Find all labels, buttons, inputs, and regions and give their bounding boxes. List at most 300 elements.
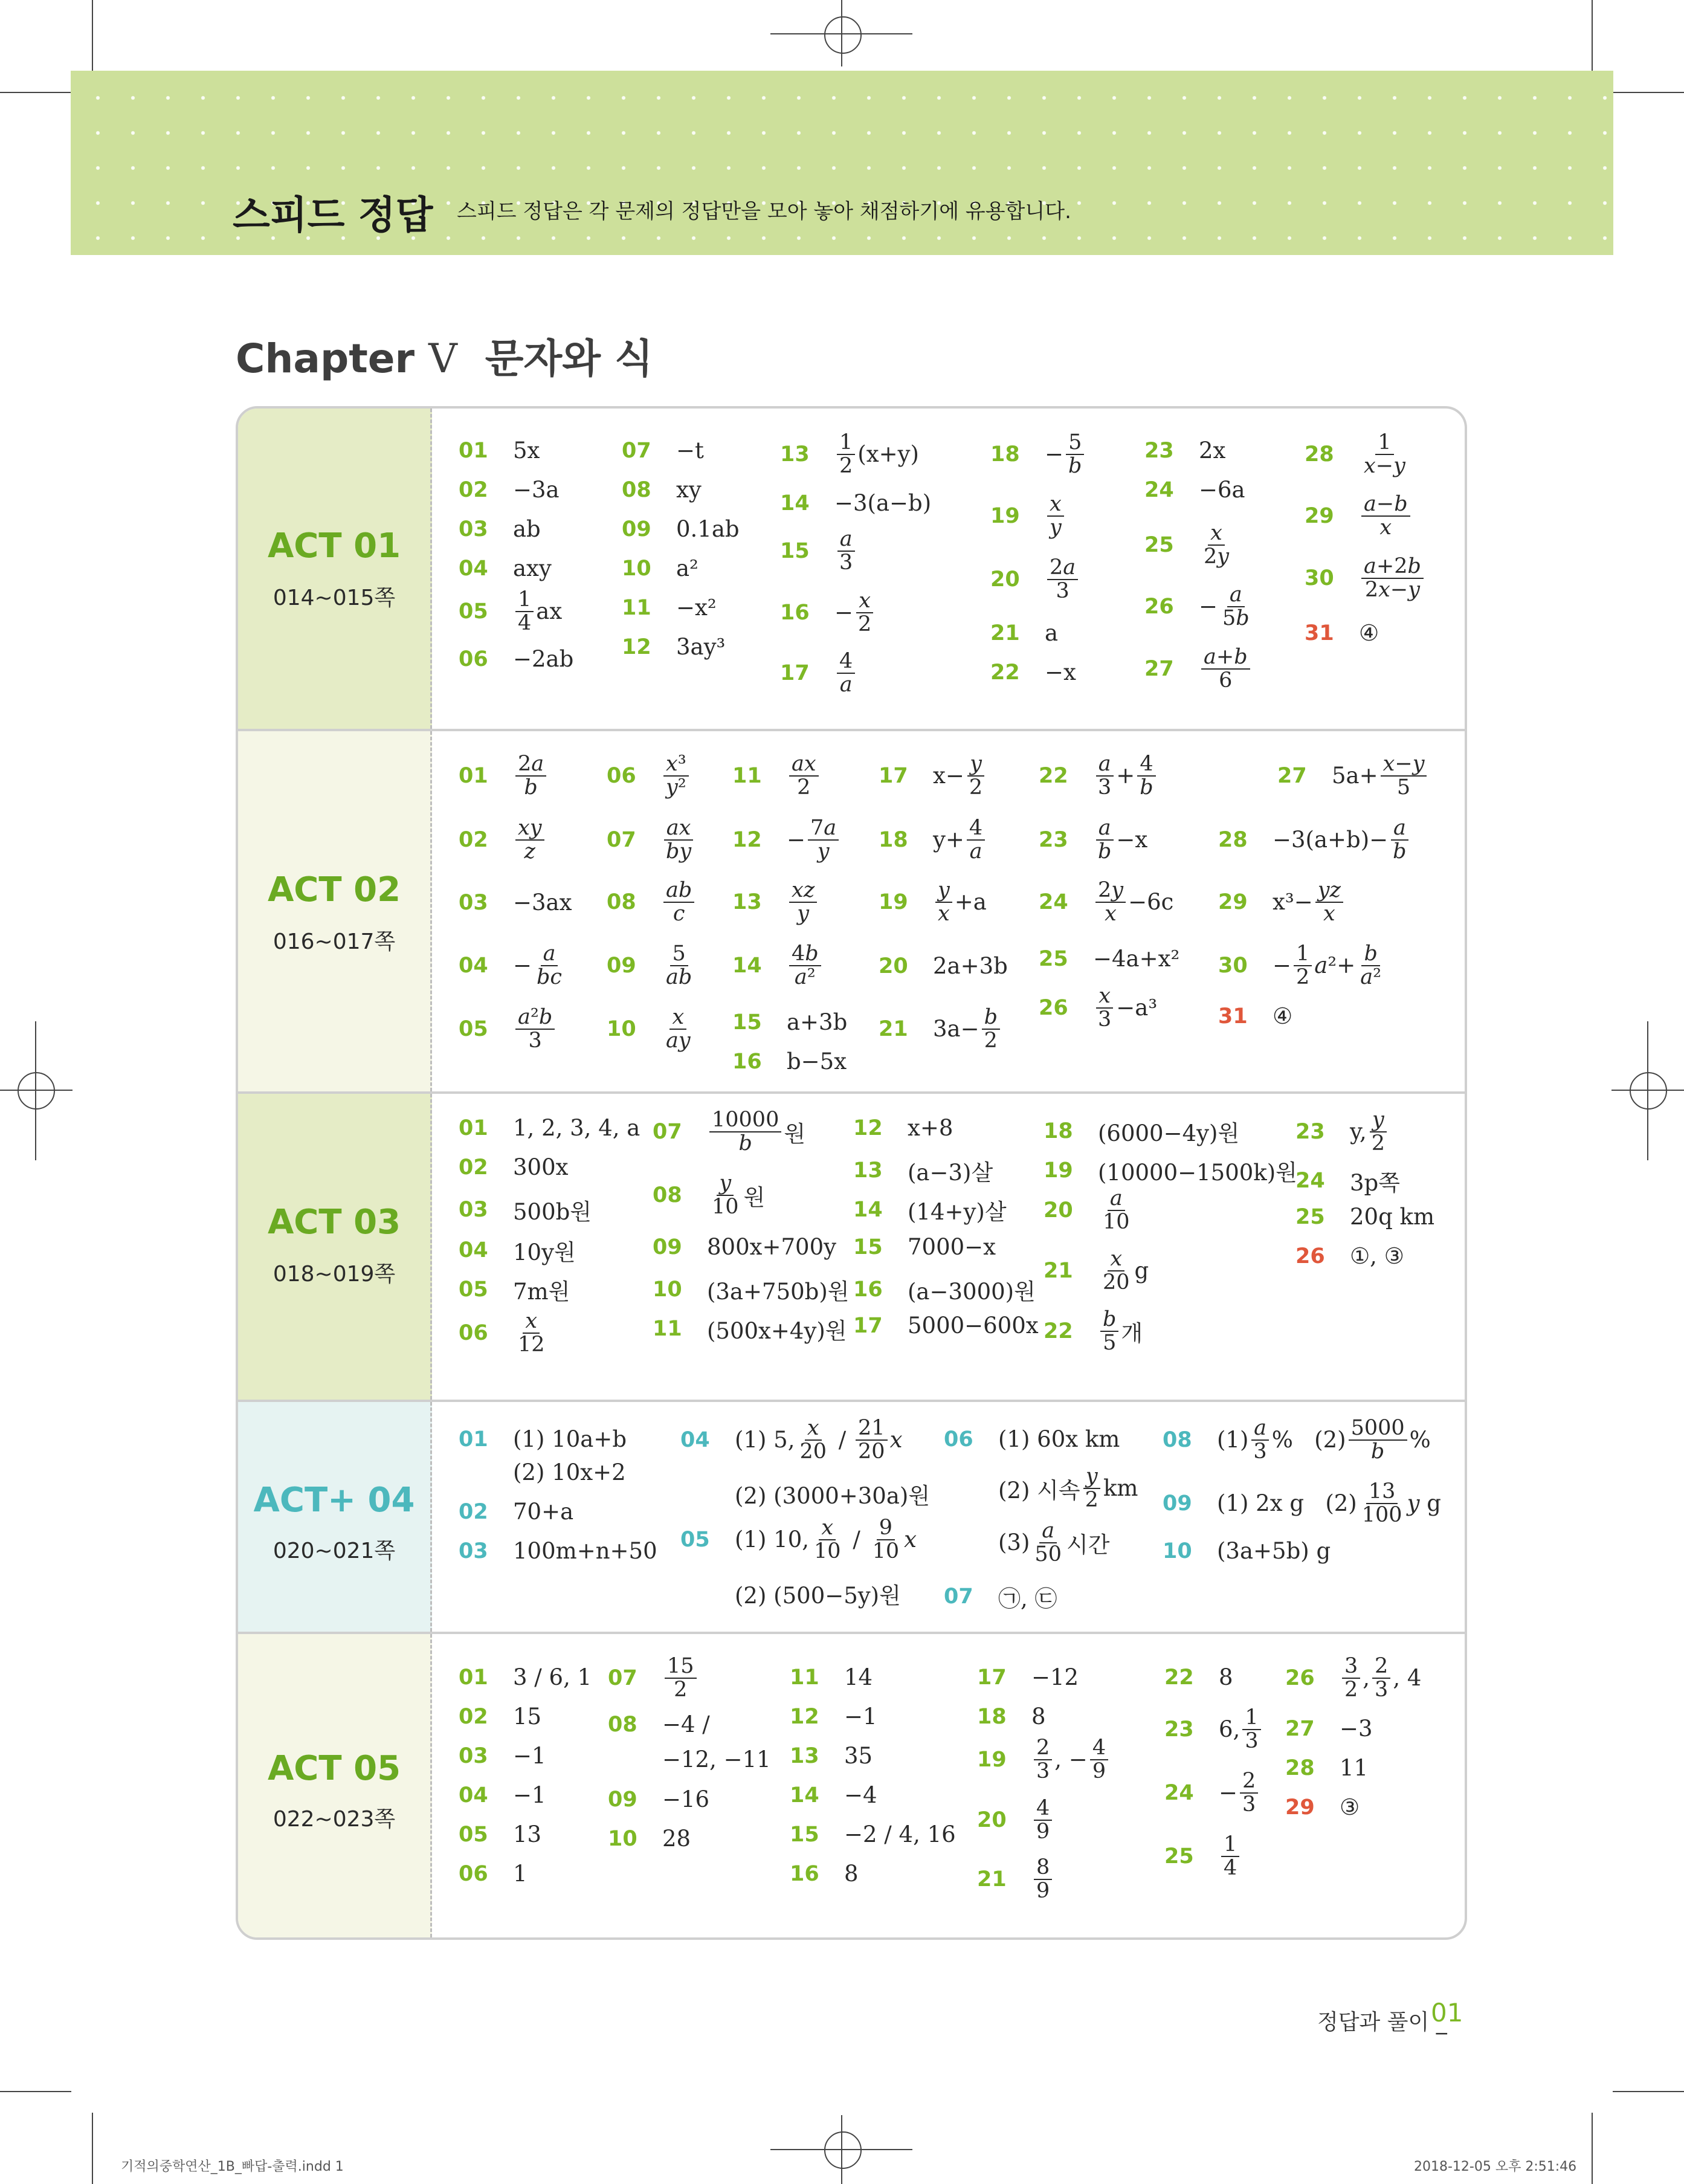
answer-text: 70+a bbox=[513, 1499, 574, 1525]
answer-item bbox=[780, 490, 931, 516]
question-number: 08 bbox=[622, 477, 651, 502]
answer-item bbox=[1285, 1755, 1368, 1781]
act-row bbox=[238, 1402, 1465, 1634]
question-number: 07 bbox=[944, 1585, 973, 1609]
question-number: 08 bbox=[653, 1183, 682, 1207]
act-row bbox=[238, 1094, 1465, 1402]
answer-text: (1) 10, bbox=[735, 1527, 810, 1553]
answer-text: −a³ bbox=[1116, 995, 1158, 1021]
answer-text: −1 bbox=[513, 1782, 546, 1808]
answer-text: −4 / bbox=[662, 1711, 710, 1737]
answer-item bbox=[853, 1115, 953, 1141]
answer-text: ①, ③ bbox=[1350, 1243, 1404, 1269]
question-number: 26 bbox=[1295, 1244, 1325, 1268]
answer-text: (14+y)살 bbox=[908, 1199, 1007, 1225]
answer-text: 1, 2, 3, 4, a bbox=[513, 1115, 640, 1141]
answer-item bbox=[459, 1821, 541, 1847]
answer-item bbox=[622, 595, 717, 621]
answer-item: 06 $\frac{x}{12}$ bbox=[459, 1309, 545, 1357]
question-number: 06 bbox=[459, 647, 488, 671]
answer-text: −4a+x² bbox=[1093, 946, 1180, 972]
answer-text: 8 bbox=[844, 1861, 859, 1887]
answer-text: − bbox=[1219, 1780, 1238, 1806]
answer-item: 24 − $\frac{2}{3}$ bbox=[1164, 1770, 1260, 1816]
answer-item: 20 $\frac{a}{10}$ bbox=[1044, 1186, 1130, 1234]
answer-item bbox=[459, 1861, 527, 1887]
question-number: 15 bbox=[790, 1822, 819, 1847]
answer-item: 29 x³− $\frac{yz}{x}$ bbox=[1218, 879, 1346, 925]
registration-mark-icon bbox=[824, 2131, 862, 2169]
answer-item: 30 $\frac{a+2b}{2x-y}$ bbox=[1305, 555, 1426, 601]
question-number: 05 bbox=[459, 1278, 488, 1302]
question-number: 17 bbox=[977, 1665, 1007, 1690]
page-number: 01 bbox=[1431, 1998, 1463, 2027]
answer-item bbox=[459, 1664, 592, 1690]
answer-item bbox=[1039, 946, 1179, 972]
answer-text: −16 bbox=[662, 1786, 710, 1812]
print-slug-file: 기적의중학연산_1B_빠답-출력.indd 1 bbox=[121, 2159, 344, 2174]
answer-item bbox=[1285, 1794, 1360, 1820]
answer-item bbox=[459, 1426, 627, 1452]
question-number: 23 bbox=[1144, 438, 1174, 463]
answer-text: ab bbox=[513, 516, 541, 542]
chapter-roman: V bbox=[428, 335, 457, 382]
answer-text: x+8 bbox=[908, 1115, 953, 1141]
question-number: 19 bbox=[1044, 1158, 1073, 1183]
answer-text: −x² bbox=[676, 595, 717, 621]
question-number: 09 bbox=[653, 1235, 682, 1259]
question-number: 25 bbox=[1295, 1204, 1325, 1229]
act-pages: 016~017쪽 bbox=[273, 929, 396, 954]
answer-item bbox=[732, 1048, 847, 1074]
answer-text: (2) bbox=[1314, 1427, 1346, 1453]
answer-text: −3a bbox=[513, 477, 560, 503]
answer-item bbox=[790, 1782, 877, 1808]
answer-text: (10000−1500k)원 bbox=[1098, 1160, 1297, 1186]
question-number: 24 bbox=[1164, 1780, 1194, 1805]
answer-item: 11 $\frac{ax}{2}$ bbox=[732, 753, 821, 799]
question-number: 01 bbox=[459, 763, 488, 788]
question-number: 24 bbox=[1295, 1169, 1325, 1193]
answer-text: xy bbox=[676, 477, 702, 503]
question-number: 05 bbox=[459, 1822, 488, 1847]
act-label-cell bbox=[238, 731, 432, 1091]
question-number: 15 bbox=[732, 1010, 762, 1035]
answer-item bbox=[459, 1115, 640, 1141]
answer-item bbox=[879, 953, 1008, 979]
answer-item: 17 $\frac{4}{a}$ bbox=[780, 650, 857, 696]
question-number: 20 bbox=[977, 1808, 1007, 1832]
answer-item: 05 $\frac{1}{4}$ ax bbox=[459, 587, 563, 635]
answer-text: 8 bbox=[1031, 1704, 1046, 1730]
answer-text: (6000−4y)원 bbox=[1098, 1120, 1240, 1146]
answer-item bbox=[1295, 1204, 1434, 1230]
answer-text: y, bbox=[1350, 1119, 1367, 1145]
answer-text: − bbox=[513, 952, 532, 979]
answer-text: (x+y) bbox=[857, 441, 919, 468]
question-number: 08 bbox=[608, 1712, 637, 1737]
question-number: 19 bbox=[990, 503, 1020, 528]
answer-item bbox=[944, 1580, 1057, 1613]
answer-text: 5x bbox=[513, 438, 540, 464]
question-number: 03 bbox=[459, 517, 488, 541]
question-number: 14 bbox=[732, 953, 762, 978]
answer-item: 19 $\frac{y}{x}$ +a bbox=[879, 878, 987, 926]
answer-text: − bbox=[1045, 441, 1064, 468]
answer-item: 13 $\frac{1}{2}$ (x+y) bbox=[780, 430, 919, 478]
answer-text: a bbox=[1045, 620, 1059, 646]
answer-item bbox=[622, 555, 698, 581]
footer-label: 정답과 풀이 _ bbox=[1317, 2010, 1447, 2035]
answer-item: 05 $\frac{\text{a²b}}{3}$ bbox=[459, 1006, 557, 1052]
answer-text: 800x+700y bbox=[707, 1234, 837, 1260]
answer-text: 6, bbox=[1219, 1716, 1240, 1743]
answer-item bbox=[662, 1746, 771, 1772]
answer-text: y+ bbox=[933, 827, 964, 853]
answer-text: − bbox=[1199, 593, 1218, 620]
answer-text: ax bbox=[536, 598, 563, 625]
answer-item: 26 − $\frac{a}{5b}$ bbox=[1144, 583, 1250, 630]
act-label-cell bbox=[238, 409, 432, 729]
answer-item: 10 $\frac{x}{ay}$ bbox=[607, 1005, 691, 1053]
act-pages: 020~021쪽 bbox=[273, 1539, 396, 1563]
answer-text: (1) 5, bbox=[735, 1427, 795, 1453]
question-number: 02 bbox=[459, 1155, 488, 1180]
answer-text: 28 bbox=[662, 1826, 691, 1852]
question-number: 04 bbox=[459, 556, 488, 581]
act-name: ACT 03 bbox=[267, 1203, 401, 1242]
answer-item: 04 − $\frac{a}{bc}$ bbox=[459, 942, 563, 989]
answer-item bbox=[622, 477, 702, 503]
question-number: 11 bbox=[622, 595, 651, 620]
question-number: 13 bbox=[732, 890, 762, 914]
answer-text: 2x bbox=[1199, 438, 1226, 464]
crop-mark bbox=[92, 2113, 93, 2184]
answer-item bbox=[1285, 1716, 1373, 1742]
answer-text: −12, −11 bbox=[662, 1746, 771, 1772]
answer-item: 16 − $\frac{x}{2}$ bbox=[780, 590, 876, 636]
question-number: 02 bbox=[459, 827, 488, 852]
answer-text: g bbox=[1134, 1258, 1149, 1284]
registration-mark-icon bbox=[824, 16, 862, 54]
question-number: 14 bbox=[853, 1198, 883, 1222]
question-number: 01 bbox=[459, 1665, 488, 1690]
crop-mark bbox=[1592, 0, 1593, 71]
answer-text: −1 bbox=[844, 1704, 877, 1730]
answer-item bbox=[459, 555, 552, 581]
answer-item bbox=[853, 1234, 996, 1260]
answer-item bbox=[1163, 1538, 1331, 1564]
question-number: 08 bbox=[1163, 1427, 1192, 1452]
answer-item bbox=[459, 1194, 592, 1226]
question-number: 12 bbox=[790, 1704, 819, 1729]
answer-text: 100m+n+50 bbox=[513, 1538, 657, 1564]
question-number: 22 bbox=[1164, 1665, 1194, 1690]
question-number: 05 bbox=[680, 1527, 710, 1552]
question-number: 21 bbox=[879, 1016, 908, 1041]
question-number: 01 bbox=[459, 1116, 488, 1140]
question-number: 02 bbox=[459, 1704, 488, 1729]
answer-text: 3a− bbox=[933, 1016, 979, 1042]
act-label-cell bbox=[238, 1402, 432, 1632]
answer-item bbox=[1164, 1664, 1233, 1690]
question-number: 30 bbox=[1305, 566, 1334, 590]
answer-text: (a−3000)원 bbox=[908, 1279, 1036, 1305]
answer-text: (1) 60x km bbox=[998, 1426, 1120, 1452]
answer-item bbox=[459, 1704, 541, 1730]
act-row bbox=[238, 409, 1465, 731]
answer-text: 원 bbox=[784, 1120, 806, 1147]
question-number: 03 bbox=[459, 1539, 488, 1563]
question-number: 03 bbox=[459, 1198, 488, 1222]
question-number: 02 bbox=[459, 1499, 488, 1524]
answer-item: 22 $\frac{a}{3}$ + $\frac{4}{b}$ bbox=[1039, 753, 1158, 799]
question-number: 20 bbox=[1044, 1198, 1073, 1223]
question-number: 18 bbox=[1044, 1119, 1073, 1143]
answer-text: −1 bbox=[513, 1743, 546, 1769]
question-number: 20 bbox=[990, 567, 1020, 592]
answer-item: (2) 시속 $\frac{y}{2}$ km bbox=[998, 1464, 1138, 1512]
answer-item: 23 y, $\frac{y}{2}$ bbox=[1295, 1109, 1390, 1155]
question-number: 13 bbox=[790, 1743, 819, 1768]
answer-item: 09 (1) 2x g (2) $\frac{13}{100}$ y g bbox=[1163, 1479, 1441, 1527]
question-number: 04 bbox=[459, 1783, 488, 1808]
answer-text: −x bbox=[1045, 659, 1076, 685]
question-number: 26 bbox=[1039, 995, 1068, 1020]
answer-text: +a bbox=[954, 889, 987, 916]
question-number: 24 bbox=[1144, 477, 1174, 502]
answer-text: (1) 2x g bbox=[1217, 1490, 1305, 1517]
answer-item: 17 x− $\frac{y}{2}$ bbox=[879, 753, 987, 799]
question-number: 25 bbox=[1164, 1844, 1194, 1869]
answer-item bbox=[1295, 1243, 1404, 1269]
banner-subtitle: 스피드 정답은 각 문제의 정답만을 모아 놓아 채점하기에 유용합니다. bbox=[457, 199, 1071, 224]
question-number: 27 bbox=[1277, 763, 1307, 788]
answer-text: ③ bbox=[1340, 1794, 1360, 1820]
question-number: 22 bbox=[990, 660, 1020, 685]
answer-text: (2) (500−5y)원 bbox=[735, 1583, 901, 1609]
question-number: 28 bbox=[1285, 1756, 1315, 1780]
answer-text: (2) 10x+2 bbox=[513, 1459, 626, 1485]
question-number: 06 bbox=[607, 763, 636, 788]
question-number: 10 bbox=[653, 1278, 682, 1302]
question-number: 10 bbox=[1163, 1539, 1192, 1563]
answer-text: + bbox=[1116, 763, 1135, 789]
question-number: 15 bbox=[780, 538, 810, 563]
answer-item bbox=[790, 1821, 956, 1847]
answer-item bbox=[653, 1234, 836, 1260]
crop-mark bbox=[0, 92, 71, 93]
answer-item bbox=[608, 1786, 709, 1812]
act-name: ACT+ 04 bbox=[253, 1481, 415, 1520]
answer-item bbox=[1295, 1165, 1400, 1197]
question-number: 19 bbox=[879, 890, 908, 914]
answer-item: 07 $\frac{10000}{b}$ 원 bbox=[653, 1108, 806, 1155]
answer-text: (2) 시속 bbox=[998, 1477, 1080, 1504]
question-number: 07 bbox=[607, 827, 636, 852]
question-number: 14 bbox=[790, 1783, 819, 1808]
answer-text: 원 bbox=[743, 1184, 766, 1210]
answer-text: 13 bbox=[513, 1821, 542, 1847]
answer-text: (3) bbox=[998, 1530, 1030, 1556]
chapter-heading bbox=[236, 326, 653, 384]
answer-item bbox=[732, 1009, 847, 1035]
answer-item: 09 $\frac{5}{ab}$ bbox=[607, 942, 692, 989]
answer-text: −3 bbox=[1340, 1716, 1373, 1742]
act-name: ACT 02 bbox=[267, 870, 401, 909]
answer-text: 7m원 bbox=[513, 1279, 570, 1305]
question-number: 18 bbox=[879, 827, 908, 852]
answer-text: − bbox=[1273, 952, 1292, 979]
answer-item: 08 $\frac{y}{10}$ 원 bbox=[653, 1171, 766, 1219]
answer-item: 19 $\frac{x}{y}$ bbox=[990, 493, 1066, 539]
answer-item bbox=[459, 1538, 657, 1564]
answer-text: 10y원 bbox=[513, 1239, 576, 1265]
question-number: 09 bbox=[622, 517, 651, 541]
answer-item: (3) $\frac{a}{50}$ 시간 bbox=[998, 1519, 1110, 1566]
question-number: 28 bbox=[1305, 442, 1334, 467]
crop-mark bbox=[1613, 2091, 1684, 2092]
answer-item: 27 5a+ $\frac{x-y}{5}$ bbox=[1277, 753, 1429, 799]
question-number: 04 bbox=[680, 1427, 710, 1452]
answer-item bbox=[735, 1478, 930, 1510]
question-number: 27 bbox=[1285, 1716, 1315, 1741]
question-number: 30 bbox=[1218, 953, 1248, 978]
question-number: 16 bbox=[732, 1049, 762, 1074]
question-number: 06 bbox=[459, 1861, 488, 1886]
answer-text: 11 bbox=[1340, 1755, 1369, 1781]
answer-text: 3 / 6, 1 bbox=[513, 1664, 592, 1690]
question-number: 26 bbox=[1144, 594, 1174, 619]
answer-item: 26 $\frac{3}{2}$ , $\frac{2}{3}$ , 4 bbox=[1285, 1654, 1422, 1702]
answer-item bbox=[853, 1313, 1039, 1339]
answer-item bbox=[790, 1743, 873, 1769]
answer-item bbox=[1305, 620, 1379, 646]
answer-item bbox=[977, 1664, 1079, 1690]
question-number: 24 bbox=[1039, 890, 1068, 914]
answer-text: 2a+3b bbox=[933, 953, 1008, 979]
question-number: 09 bbox=[608, 1787, 637, 1812]
crop-mark bbox=[1613, 92, 1684, 93]
question-number: 19 bbox=[977, 1747, 1007, 1772]
question-number: 07 bbox=[622, 438, 651, 463]
act-name: ACT 05 bbox=[267, 1749, 401, 1788]
answer-text: (2) bbox=[1325, 1490, 1357, 1517]
answer-item bbox=[944, 1426, 1120, 1452]
answer-item bbox=[990, 620, 1058, 646]
answer-text: −4 bbox=[844, 1782, 877, 1808]
act-pages: 022~023쪽 bbox=[273, 1807, 396, 1832]
answer-item: 23 $\frac{a}{b}$ −x bbox=[1039, 816, 1148, 864]
act-pages: 018~019쪽 bbox=[273, 1262, 396, 1287]
question-number: 09 bbox=[607, 953, 636, 978]
answer-item: 21 3a− $\frac{b}{2}$ bbox=[879, 1006, 1002, 1052]
answer-text: −6c bbox=[1128, 889, 1174, 916]
answer-text: 개 bbox=[1121, 1320, 1143, 1346]
answer-item bbox=[1144, 438, 1225, 464]
registration-mark-icon bbox=[1630, 1072, 1667, 1110]
question-number: 17 bbox=[780, 661, 810, 685]
print-slug-date: 2018-12-05 오후 2:51:46 bbox=[1414, 2159, 1577, 2174]
question-number: 15 bbox=[853, 1235, 883, 1259]
answer-item: 07 $\frac{15}{2}$ bbox=[608, 1655, 699, 1701]
answer-text: −t bbox=[676, 438, 704, 464]
question-number: 17 bbox=[879, 763, 908, 788]
answer-text: ④ bbox=[1359, 620, 1379, 646]
answer-item bbox=[853, 1194, 1007, 1226]
answer-text: (500x+4y)원 bbox=[707, 1318, 847, 1344]
answer-text: −3(a+b)− bbox=[1273, 827, 1389, 853]
answer-item bbox=[459, 477, 560, 503]
answer-item: 08 (1) $\frac{a}{3}$ % (2) $\frac{5000}{b}$ % bbox=[1163, 1416, 1431, 1464]
answer-item bbox=[622, 438, 704, 464]
answer-text: ④ bbox=[1273, 1003, 1293, 1029]
answer-item: 25 $\frac{x}{2y}$ bbox=[1144, 521, 1230, 569]
answer-item bbox=[459, 1782, 546, 1808]
answer-item: 18 − $\frac{5}{b}$ bbox=[990, 431, 1086, 477]
answer-table bbox=[236, 406, 1467, 1940]
answer-text: 5a+ bbox=[1332, 763, 1378, 789]
answer-item: 26 $\frac{x}{3}$ −a³ bbox=[1039, 984, 1158, 1032]
answer-item: 21 $\frac{8}{9}$ bbox=[977, 1856, 1054, 1902]
question-number: 16 bbox=[853, 1278, 883, 1302]
question-number: 13 bbox=[780, 442, 810, 467]
crop-mark bbox=[0, 2091, 71, 2092]
question-number: 10 bbox=[607, 1016, 636, 1041]
answer-item: 18 y+ $\frac{4}{a}$ bbox=[879, 817, 987, 863]
answer-text: 15 bbox=[513, 1704, 542, 1730]
answer-item: 06 $\frac{\text{x³}}{\text{y²}}$ bbox=[607, 753, 691, 799]
question-number: 02 bbox=[459, 477, 488, 502]
question-number: 18 bbox=[990, 442, 1020, 467]
answer-item bbox=[1144, 477, 1245, 503]
question-number: 11 bbox=[790, 1665, 819, 1690]
question-number: 06 bbox=[459, 1320, 488, 1345]
answer-item bbox=[1044, 1154, 1297, 1187]
act-label-cell bbox=[238, 1094, 432, 1400]
answer-item: 24 $\frac{2y}{x}$ −6c bbox=[1039, 878, 1174, 926]
question-number: 29 bbox=[1218, 890, 1248, 914]
answer-item bbox=[653, 1273, 850, 1306]
question-number: 08 bbox=[607, 890, 636, 914]
question-number: 04 bbox=[459, 1238, 488, 1262]
question-number: 04 bbox=[459, 953, 488, 978]
act-row bbox=[238, 1634, 1465, 1937]
answer-item bbox=[459, 438, 540, 464]
answer-text: 3ay³ bbox=[676, 634, 726, 660]
question-number: 11 bbox=[732, 763, 762, 788]
answer-text: (a−3)살 bbox=[908, 1160, 993, 1186]
answer-item bbox=[459, 890, 572, 916]
question-number: 26 bbox=[1285, 1665, 1315, 1690]
question-number: 13 bbox=[853, 1158, 883, 1183]
answer-item bbox=[459, 1743, 546, 1769]
answer-item bbox=[459, 646, 573, 672]
answer-item bbox=[622, 516, 740, 542]
answer-item: 13 $\frac{xz}{y}$ bbox=[732, 879, 819, 925]
answer-item bbox=[459, 516, 541, 542]
answer-text: 500b원 bbox=[513, 1199, 592, 1225]
answer-item: 30 − $\frac{1}{2}$ a²+ $\frac{b}{\text{a²}}$ bbox=[1218, 942, 1382, 989]
answer-item bbox=[608, 1711, 710, 1737]
question-number: 20 bbox=[879, 954, 908, 978]
answer-item: 02 $\frac{xy}{z}$ bbox=[459, 817, 547, 863]
answer-text: 0.1ab bbox=[676, 516, 740, 542]
question-number: 17 bbox=[853, 1313, 883, 1338]
act-row bbox=[238, 731, 1465, 1094]
question-number: 31 bbox=[1305, 621, 1334, 645]
answer-text: −2 / 4, 16 bbox=[844, 1821, 956, 1847]
